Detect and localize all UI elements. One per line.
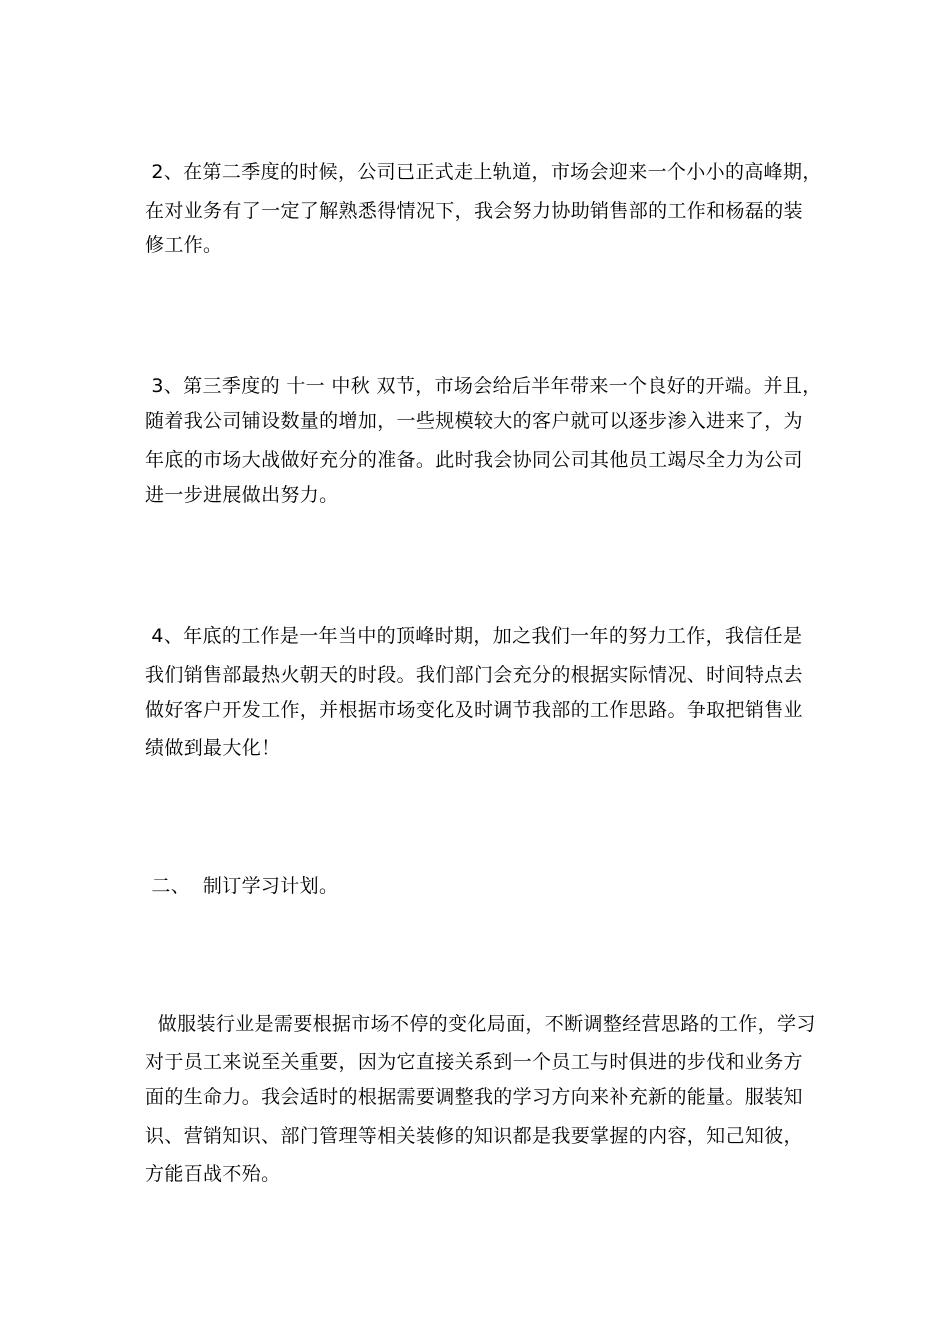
paragraph-2-line-3: 修工作。	[145, 234, 223, 256]
study-paragraph-line-1: 做服装行业是需要根据市场不停的变化局面，不断调整经营思路的工作，学习	[145, 1013, 816, 1035]
paragraph-3-line-2: 随着我公司铺设数量的增加，一些规模较大的客户就可以逐步渗入进来了，为	[145, 410, 803, 432]
paragraph-3-line-4: 进一步进展做出努力。	[145, 484, 339, 506]
paragraph-4-line-3: 做好客户开发工作，并根据市场变化及时调节我部的工作思路。争取把销售业	[145, 699, 803, 721]
paragraph-3-line-1: 3、第三季度的 十一 中秋 双节，市场会给后半年带来一个良好的开端。并且，	[145, 375, 822, 397]
paragraph-3-line-3: 年底的市场大战做好充分的准备。此时我会协同公司其他员工竭尽全力为公司	[145, 449, 803, 471]
paragraph-4-line-1: 4、年底的工作是一年当中的顶峰时期，加之我们一年的努力工作，我信任是	[145, 625, 803, 647]
paragraph-2-line-1: 2、在第二季度的时候，公司已正式走上轨道，市场会迎来一个小小的高峰期，	[145, 161, 822, 183]
paragraph-4-line-4: 绩做到最大化！	[145, 737, 281, 759]
study-paragraph-line-3: 面的生命力。我会适时的根据需要调整我的学习方向来补充新的能量。服装知	[145, 1086, 803, 1108]
study-paragraph-line-5: 方能百战不殆。	[145, 1163, 281, 1185]
study-paragraph-line-4: 识、营销知识、部门管理等相关装修的知识都是我要掌握的内容，知己知彼，	[145, 1125, 803, 1147]
paragraph-2-line-2: 在对业务有了一定了解熟悉得情况下，我会努力协助销售部的工作和杨磊的装	[145, 200, 803, 222]
study-paragraph-line-2: 对于员工来说至关重要，因为它直接关系到一个员工与时俱进的步伐和业务方	[145, 1051, 803, 1073]
paragraph-4-line-2: 我们销售部最热火朝天的时段。我们部门会充分的根据实际情况、时间特点去	[145, 664, 803, 686]
section-heading: 二、 制订学习计划。	[145, 875, 339, 897]
